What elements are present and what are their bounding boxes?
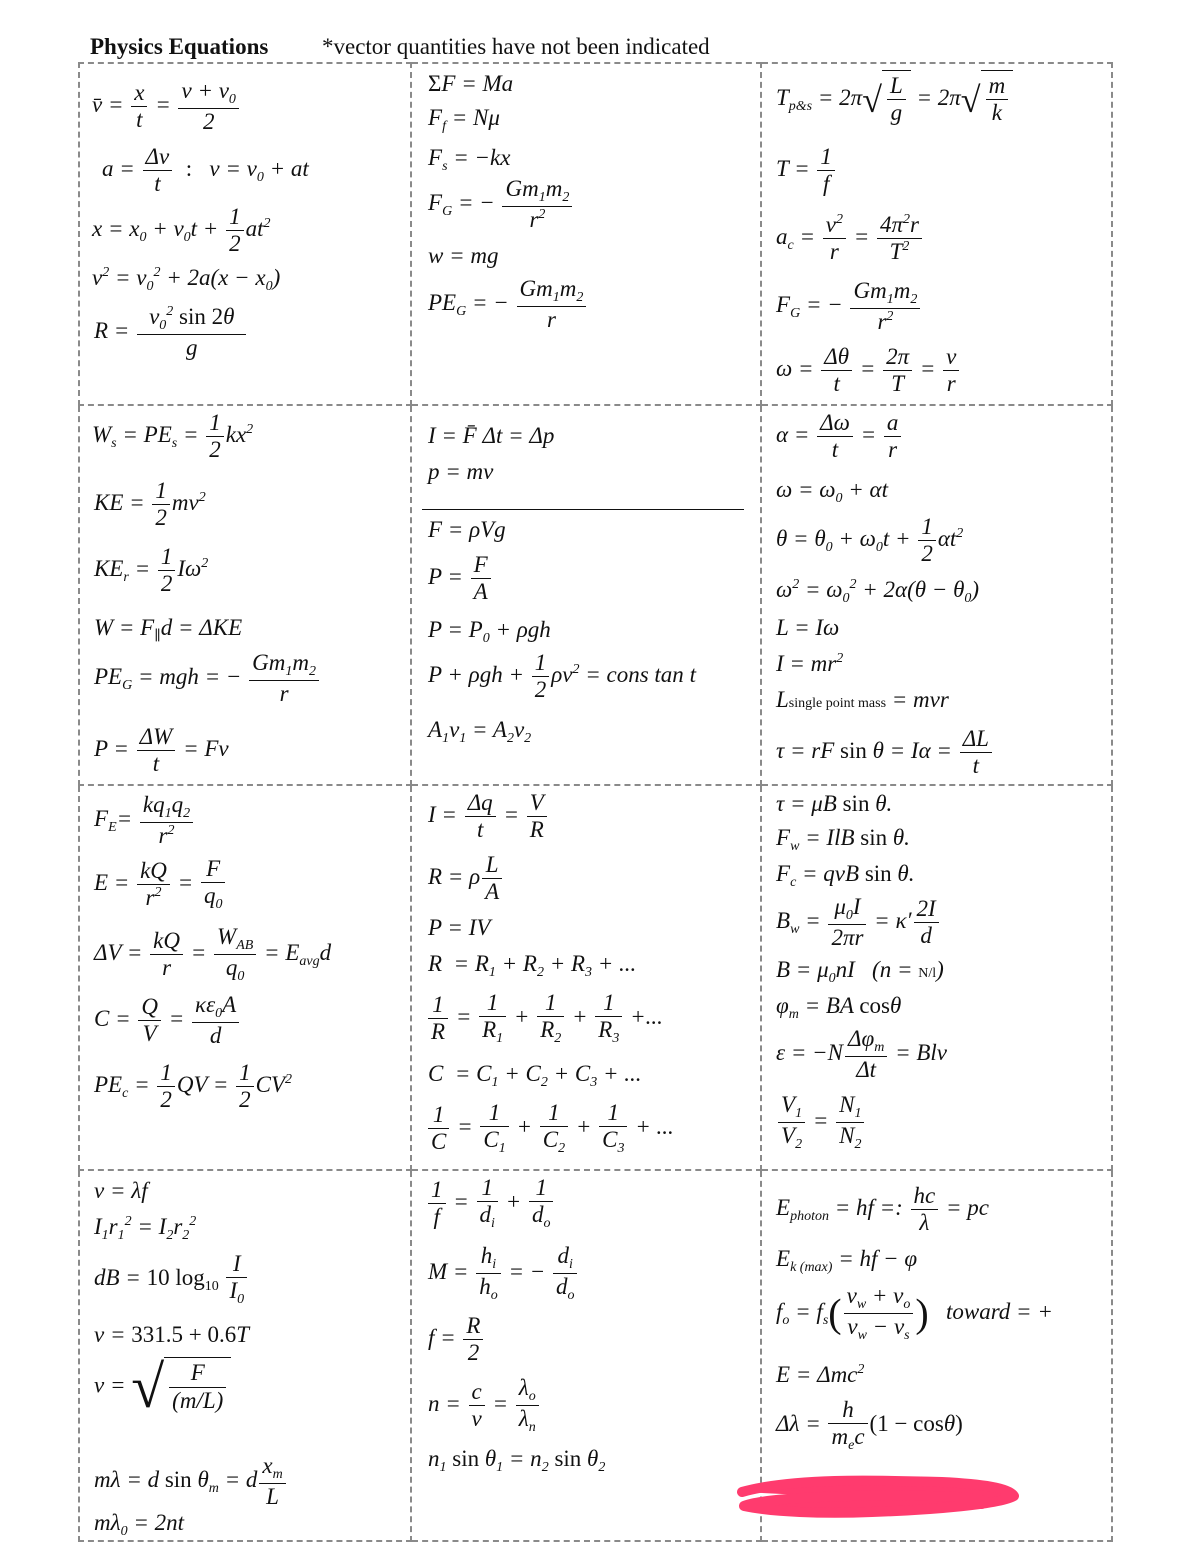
eq-photoelectric: $E_{k (max)}$ = hf − φ [776, 1246, 918, 1275]
eq-angular-position: $\theta = \theta_0 + \omega_0t$ + $\frac{1}{2}$ $\alpha t^2$ [776, 514, 964, 567]
eq-refractive-index: n = $\frac{c}{v}$ = $\frac{\lambda_o}{\lambda_n}$ [428, 1375, 541, 1436]
redaction-scribble [732, 1470, 1022, 1520]
eq-mass-energy: E = Δmc$^2$ [776, 1362, 865, 1387]
eq-capacitor-energy: $PE_c$ = $\frac{1}{2}$ QV = $\frac{1}{2}$ $CV^2$ [94, 1060, 293, 1113]
eq-bernoulli: P + ρgh + $\frac{1}{2}$ $\rho v^2$ = cons tan t [428, 650, 696, 703]
eq-moment-of-inertia: $I = mr^2$ [776, 651, 844, 676]
eq-work-energy: $W = F_\parallel d = \Delta KE$ [94, 615, 243, 644]
eq-rotational-ke: $KE_r$ = $\frac{1}{2}$ $I\omega^2$ [94, 544, 209, 597]
eq-average-velocity: v̄ = $\frac{x}{t}$ = $\frac{v + v_0}{2}$ [92, 78, 241, 136]
eq-thin-lens: $\frac{1}{f}$ = $\frac{1}{d_i}$ + $\frac{1}{d_o}$ [426, 1175, 555, 1233]
eq-capacitance: C = $\frac{Q}{V}$ = $\frac{\kappa\varepsilon_0A}{d}$ [94, 992, 241, 1050]
eq-spring-work: $W_s = PE_s$ = $\frac{1}{2}$ $kx^2$ [92, 410, 254, 463]
page-header [90, 34, 710, 60]
eq-pressure: P = $\frac{F}{A}$ [428, 552, 493, 606]
equation-grid [78, 62, 1113, 1542]
eq-series-resistance: $R = R_1 + R_2 + R_3$ + ... [428, 951, 637, 980]
eq-focal-length: f = $\frac{R}{2}$ [428, 1313, 485, 1367]
eq-wire-force: $F_w$ = IlB sin θ. [776, 825, 910, 854]
eq-transformer: $\frac{V_1}{V_2}$ = $\frac{N_1}{N_2}$ [776, 1092, 866, 1153]
eq-induced-emf: ε = −N $\frac{\Delta\varphi_m}{\Delta t}$ = Blv [776, 1026, 947, 1083]
section-forces [411, 63, 761, 405]
eq-wave-speed: v = λf [94, 1178, 148, 1203]
eq-angular-velocity-time: $\omega = \omega_0 + \alpha t$ [776, 477, 888, 506]
eq-period-frequency: T = $\frac{1}{f}$ [776, 144, 837, 198]
eq-decibel: dB = 10 $\log_{10}$ $\frac{I}{I_0}$ [94, 1251, 249, 1309]
eq-kinetic-energy: KE = $\frac{1}{2}$ $mv^2$ [94, 478, 206, 531]
eq-position: $x = x_0 + v_0t$ + $\frac{1}{2}$ $at^2$ [92, 204, 271, 257]
eq-angular-velocity: ω = $\frac{\Delta\theta}{t}$ = $\frac{2\pi}{T}$ = $\frac{v}{r}$ [776, 344, 961, 398]
eq-acceleration: a = $\frac{\Delta v}{t}$ : $v = v_0$ + at [102, 144, 309, 197]
eq-gravity-force: $F_G$ = − $\frac{Gm_1m_2}{r^2}$ [428, 176, 574, 234]
divider [422, 509, 744, 510]
eq-spring-force: $F_s = -kx$ [428, 145, 511, 174]
eq-hydrostatic-pressure: $P = P_0 + \rho gh$ [428, 617, 551, 646]
eq-thin-film: $m\lambda_0 = 2nt$ [94, 1510, 184, 1539]
eq-friction: $F_f = N\mu$ [428, 105, 500, 134]
eq-current: I = $\frac{\Delta q}{t}$ = $\frac{V}{R}$ [428, 790, 549, 844]
eq-wire-field: $B_w$ = $\frac{\mu_0I}{2\pi r}$ = κ′ $\frac{2I}{d}$ [776, 894, 941, 952]
eq-snells-law: $n_1$ $\sin \theta_1 = n_2$ $\sin \theta_2$ [428, 1446, 606, 1475]
eq-centripetal-accel: $a_c$ = $\frac{v^2}{r}$ = $\frac{4\pi^2r}{T^2}$ [776, 212, 924, 266]
eq-inverse-square-intensity: $I_1r_1^2 = I_2r_2^2$ [94, 1214, 197, 1243]
eq-point-mass-momentum: Lsingle point mass = mvr [776, 687, 949, 712]
eq-charge-force: $F_c$ = qvB sin θ. [776, 861, 915, 890]
eq-magnetic-flux: $\varphi_m$ = BA cosθ [776, 993, 902, 1022]
eq-solenoid-field: $B = \mu_0nI$ (n = N/l) [776, 957, 944, 986]
eq-newton-second: ΣF = Ma [428, 71, 514, 96]
section-circular-motion [761, 63, 1112, 405]
eq-parallel-resistance: $\frac{1}{R}$ = $\frac{1}{R_1}$ + $\frac{1}{R_2}$ + $\frac{1}{R_3}$ +... [426, 990, 663, 1048]
eq-angular-accel: α = $\frac{\Delta\omega}{t}$ = $\frac{a}{r}$ [776, 410, 903, 464]
eq-power: P = $\frac{\Delta W}{t}$ = Fv [94, 724, 229, 777]
eq-electric-power: P = IV [428, 915, 491, 940]
eq-buoyant-force: F = ρVg [428, 517, 506, 542]
eq-impulse: I = F̄ Δt = Δp [428, 423, 555, 448]
eq-speed-of-sound: v = 331.5 + 0.6T [94, 1322, 250, 1347]
eq-angular-momentum: L = Iω [776, 615, 840, 640]
section-waves-sound [79, 1170, 411, 1541]
section-circuits [411, 785, 761, 1170]
eq-gravity-pe: $PE_G$ = − $\frac{Gm_1m_2}{r}$ [428, 276, 588, 334]
eq-gravity-force-2: $F_G$ = − $\frac{Gm_1m_2}{r^2}$ [776, 278, 922, 336]
eq-magnification: M = $\frac{h_i}{h_o}$ = − $\frac{d_i}{d_o}$ [428, 1243, 579, 1304]
section-magnetism [761, 785, 1112, 1170]
vector-note: *vector quantities have not been indicated [322, 34, 710, 59]
eq-potential-difference: ΔV = $\frac{kQ}{r}$ = $\frac{W_{AB}}{q_0}$ = $E_{avg}d$ [94, 924, 332, 985]
eq-period-pendulum-spring: $T_{p\&s} = 2\pi√$ $\frac{L}{g}$ = 2π√ $\frac{m}{k}$ [776, 70, 1013, 127]
section-kinematics [79, 63, 411, 405]
eq-string-wave-speed: v = √ $\frac{F}{(m/L)}$ [94, 1357, 231, 1417]
eq-gravity-pe-2: $PE_G$ = mgh = − $\frac{Gm_1m_2}{r}$ [94, 650, 321, 708]
eq-continuity: $A_1v_1 = A_2v_2$ [428, 717, 532, 746]
eq-compton: Δλ = $\frac{h}{m_ec}$ (1 − cosθ) [776, 1397, 963, 1454]
eq-resistivity: R = ρ $\frac{L}{A}$ [428, 852, 504, 906]
eq-doppler: $f_o = f_s$( $\frac{v_w + v_o}{v_w - v_s}$ ) toward = + [776, 1283, 1053, 1344]
eq-coulomb-force: $F_E=$ $\frac{kq_1q_2}{r^2}$ [94, 792, 195, 850]
eq-velocity-squared: $v^2 = v_0^2 + 2a(x - x_0)$ [92, 265, 281, 294]
eq-weight: w = mg [428, 243, 499, 268]
eq-photon-energy: $E_{photon}$ = hf =: $\frac{hc}{\lambda}$ = pc [776, 1183, 989, 1236]
eq-series-capacitance: $\frac{1}{C}$ = $\frac{1}{C_1}$ + $\frac{1}{C_2}$ + $\frac{1}{C_3}$ + ... [426, 1100, 674, 1158]
eq-parallel-capacitance: $C = C_1 + C_2 + C_3$ + ... [428, 1061, 642, 1090]
section-rotation [761, 405, 1112, 785]
eq-magnetic-torque: τ = μB sin θ. [776, 791, 893, 816]
eq-diffraction-grating: mλ = d $\sin \theta_m = d$ $\frac{x_m}{L}$ [94, 1453, 288, 1511]
section-optics [411, 1170, 761, 1541]
section-electrostatics [79, 785, 411, 1170]
page-title: Physics Equations [90, 34, 269, 59]
eq-electric-field: E = $\frac{kQ}{r^2}$ = $\frac{F}{q_0}$ [94, 856, 227, 914]
eq-momentum: p = mv [428, 459, 494, 484]
section-momentum-fluids [411, 405, 761, 785]
eq-torque: τ = rF sin θ = Iα = $\frac{\Delta L}{t}$ [776, 726, 994, 780]
eq-angular-velocity-squared: $\omega^2 = \omega_0^2 + 2\alpha(\theta - \theta_0)$ [776, 577, 980, 606]
eq-range: R = $\frac{v_0^2 \sin 2\theta}{g}$ [94, 304, 248, 362]
section-energy [79, 405, 411, 785]
